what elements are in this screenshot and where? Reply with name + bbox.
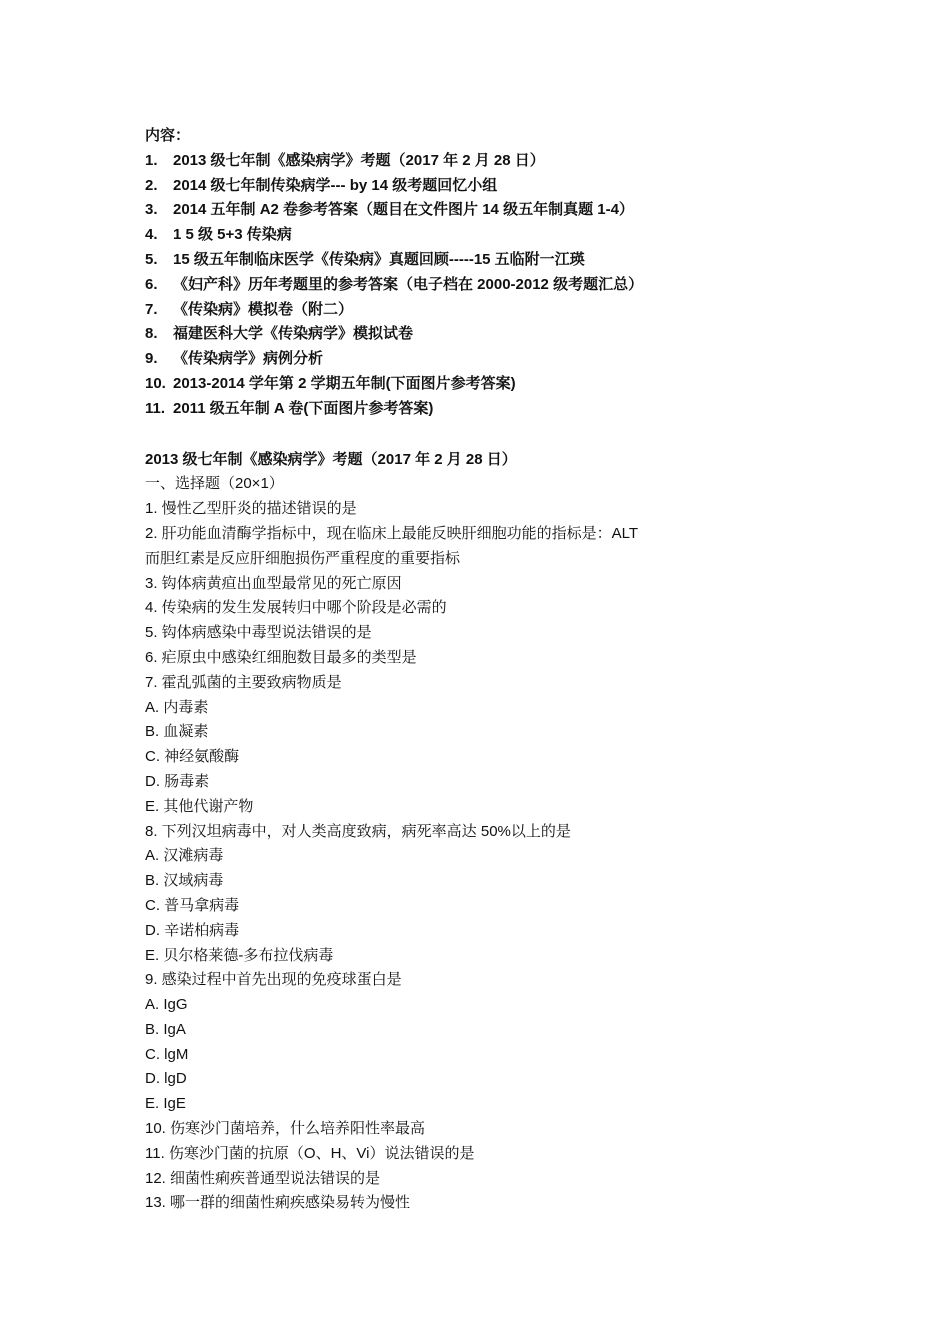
toc-item-number: 9.: [145, 350, 158, 368]
answer-option: E. 其他代谢产物: [145, 797, 254, 815]
answer-option: E. 贝尔格莱德-多布拉伐病毒: [145, 946, 334, 964]
question-line: 而胆红素是反应肝细胞损伤严重程度的重要指标: [145, 549, 461, 567]
toc-heading: 内容：: [145, 127, 191, 144]
answer-option: A. 汉滩病毒: [145, 847, 224, 865]
toc-item-text: 《传染病学》病例分析: [173, 350, 324, 368]
question-line: 2. 肝功能血清酶学指标中，现在临床上最能反映肝细胞功能的指标是：ALT: [145, 524, 639, 542]
toc-item-4: [145, 223, 825, 248]
toc-item-text: 2013-2014 学年第 2 学期五年制(下面图片参考答案): [173, 374, 516, 392]
question-line: 11. 伤寒沙门菌的抗原（O、H、Vi）说法错误的是: [145, 1144, 475, 1162]
toc-item-2: [145, 174, 825, 199]
toc-item-text: 福建医科大学《传染病学》模拟试卷: [173, 325, 414, 343]
toc-item-number: 1.: [145, 151, 158, 169]
toc-item-1: [145, 149, 825, 174]
toc-list: [145, 149, 825, 422]
answer-option: E. IgE: [145, 1095, 186, 1113]
toc-item-number: 2.: [145, 176, 158, 194]
toc-item-7: [145, 298, 825, 323]
answer-option: D. lgD: [145, 1070, 187, 1088]
toc-item-text: 2011 级五年制 A 卷(下面图片参考答案): [173, 399, 434, 417]
toc-item-number: 11.: [145, 399, 166, 417]
answer-option: D. 辛诺柏病毒: [145, 921, 240, 939]
document-content: [145, 124, 825, 1216]
question-line: 8. 下列汉坦病毒中，对人类高度致病，病死率高达 50%以上的是: [145, 822, 571, 840]
answer-option: C. lgM: [145, 1045, 189, 1063]
answer-option: B. 汉域病毒: [145, 872, 224, 890]
question-line: 10. 伤寒沙门菌培养，什么培养阳性率最高: [145, 1120, 426, 1138]
question-line: 7. 霍乱弧菌的主要致病物质是: [145, 673, 342, 691]
answer-option: A. 内毒素: [145, 698, 209, 716]
question-line: 4. 传染病的发生发展转归中哪个阶段是必需的: [145, 599, 447, 617]
toc-item-text: 1 5 级 5+3 传染病: [173, 226, 292, 244]
toc-item-5: [145, 248, 825, 273]
question-line: 13. 哪一群的细菌性痢疾感染易转为慢性: [145, 1194, 411, 1212]
exam-questions: [145, 472, 825, 1216]
toc-item-text: 2014 级七年制传染病学--- by 14 级考题回忆小组: [173, 176, 498, 194]
answer-option: C. 普马拿病毒: [145, 896, 240, 914]
section-spacer: [145, 422, 825, 448]
toc-item-number: 8.: [145, 325, 158, 343]
answer-option: D. 肠毒素: [145, 772, 210, 790]
section-heading: 一、选择题（20×1）: [145, 475, 284, 493]
toc-item-10: [145, 372, 825, 397]
toc-item-text: 2013 级七年制《感染病学》考题（2017 年 2 月 28 日）: [173, 151, 545, 169]
question-line: 1. 慢性乙型肝炎的描述错误的是: [145, 500, 357, 518]
toc-item-number: 6.: [145, 275, 158, 293]
toc-item-8: [145, 322, 825, 347]
answer-option: A. IgG: [145, 996, 188, 1014]
toc-item-number: 3.: [145, 201, 158, 219]
exam-title: 2013 级七年制《感染病学》考题（2017 年 2 月 28 日）: [145, 450, 517, 468]
toc-item-9: [145, 347, 825, 372]
toc-item-3: [145, 198, 825, 223]
question-line: 3. 钩体病黄疸出血型最常见的死亡原因: [145, 574, 402, 592]
toc-item-11: [145, 397, 825, 422]
answer-option: B. 血凝素: [145, 723, 209, 741]
question-line: 12. 细菌性痢疾普通型说法错误的是: [145, 1169, 381, 1187]
toc-item-text: 《妇产科》历年考题里的参考答案（电子档在 2000-2012 级考题汇总）: [173, 275, 644, 293]
answer-option: B. IgA: [145, 1020, 186, 1038]
answer-option: C. 神经氨酸酶: [145, 748, 240, 766]
question-line: 5. 钩体病感染中毒型说法错误的是: [145, 624, 372, 642]
question-line: 6. 疟原虫中感染红细胞数目最多的类型是: [145, 648, 417, 666]
toc-item-text: 2014 五年制 A2 卷参考答案（题目在文件图片 14 级五年制真题 1-4）: [173, 201, 634, 219]
toc-item-text: 《传染病》模拟卷（附二）: [173, 300, 354, 318]
toc-item-number: 10.: [145, 374, 166, 392]
question-line: 9. 感染过程中首先出现的免疫球蛋白是: [145, 971, 402, 989]
toc-item-6: [145, 273, 825, 298]
toc-item-number: 5.: [145, 250, 158, 268]
toc-item-number: 4.: [145, 226, 158, 244]
toc-item-number: 7.: [145, 300, 158, 318]
toc-item-text: 15 级五年制临床医学《传染病》真题回顾-----15 五临附一江瑛: [173, 250, 585, 268]
